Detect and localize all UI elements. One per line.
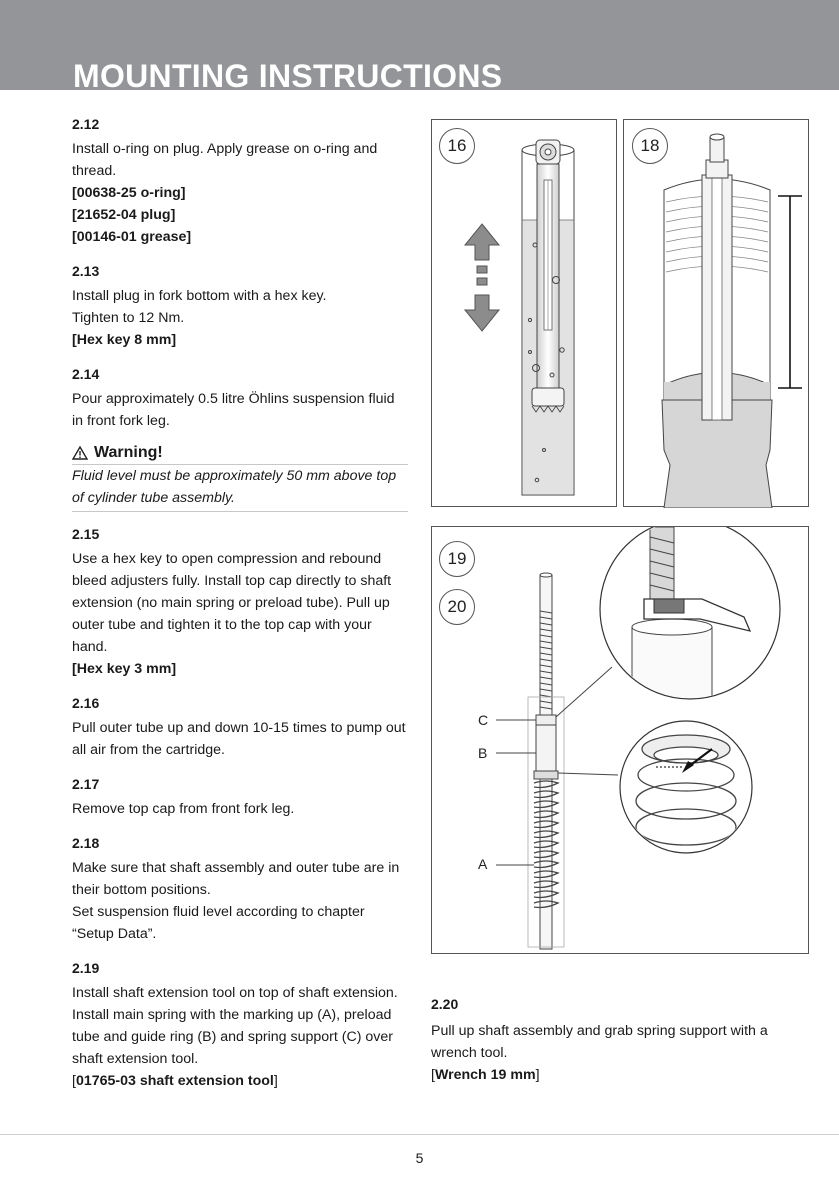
left-column: [72, 114, 408, 1105]
step-number: 2.18: [72, 835, 100, 851]
step-text: Pour approximately 0.5 litre Öhlins suspension fluid in front fork leg.: [72, 391, 395, 429]
bracket-open: [: [431, 1067, 435, 1083]
step-text: Use a hex key to open compression and rebound bleed adjusters fully. Install top cap directly to shaft extension (no main spring or preload tube). Pull up outer tube and tighten it to the top cap with your hand.: [72, 551, 392, 655]
part-number: [Hex key 8 mm]: [72, 332, 177, 348]
step-text: Install main spring with the marking up (A), preload tube and guide ring (B) and spring support (C) over shaft extension tool.: [72, 1007, 393, 1067]
step-number: 2.12: [72, 116, 100, 132]
step-text: Install o-ring on plug. Apply grease on o-ring and thread.: [72, 141, 378, 179]
footer-divider: [0, 1134, 839, 1135]
part-number-line: [72, 1070, 408, 1092]
step-text: Remove top cap from front fork leg.: [72, 801, 295, 817]
part-number: [00146-01 grease]: [72, 229, 192, 245]
step-2-13: [72, 261, 408, 351]
step-text: Make sure that shaft assembly and outer tube are in their bottom positions.: [72, 860, 400, 898]
step-2-12: [72, 114, 408, 248]
warning-box: [72, 443, 408, 512]
warning-triangle-icon: [72, 446, 88, 460]
bracket-close: ]: [273, 1073, 278, 1089]
cylinder-level-illustration: [624, 120, 810, 508]
figure-19-20: [431, 526, 809, 954]
step-text: Tighten to 12 Nm.: [72, 310, 185, 326]
bracket-close: ]: [535, 1067, 540, 1083]
part-number: 01765-03 shaft extension tool: [75, 1073, 274, 1089]
part-number: [00638-25 o-ring]: [72, 185, 186, 201]
page-number: 5: [415, 1150, 424, 1166]
step-number: 2.14: [72, 366, 100, 382]
step-number: 2.20: [431, 996, 459, 1012]
part-number: [21652-04 plug]: [72, 207, 176, 223]
figure-number-badge: 19: [439, 541, 475, 577]
figure-number-badge: 16: [439, 128, 475, 164]
bracket-open: [: [72, 1073, 76, 1089]
spring-assembly-illustration: [432, 527, 810, 955]
step-2-15: [72, 524, 408, 680]
label-a: A: [478, 856, 488, 872]
step-2-17: [72, 774, 408, 820]
step-2-16: [72, 693, 408, 761]
step-2-14: [72, 364, 408, 432]
step-text: Pull outer tube up and down 10-15 times to pump out all air from the cartridge.: [72, 720, 406, 758]
step-text: Set suspension fluid level according to chapter “Setup Data”.: [72, 904, 365, 942]
step-number: 2.13: [72, 263, 100, 279]
warning-heading: [72, 443, 408, 465]
part-number: [Hex key 3 mm]: [72, 661, 177, 677]
warning-text: Fluid level must be approximately 50 mm above top of cylinder tube assembly.: [72, 465, 408, 512]
step-2-19: [72, 958, 408, 1092]
label-b: B: [478, 745, 488, 761]
step-number: 2.17: [72, 776, 100, 792]
page-title: MOUNTING INSTRUCTIONS: [73, 58, 503, 90]
step-text: Pull up shaft assembly and grab spring support with a wrench tool.: [431, 1023, 768, 1061]
label-c: C: [478, 712, 489, 728]
step-2-18: [72, 833, 408, 945]
step-number: 2.15: [72, 526, 100, 542]
part-number: Wrench 19 mm: [434, 1067, 536, 1083]
warning-title: Warning!: [94, 444, 163, 461]
step-number: 2.16: [72, 695, 100, 711]
fork-leg-illustration: [432, 120, 618, 508]
step-text: Install plug in fork bottom with a hex key.: [72, 288, 327, 304]
step-number: 2.19: [72, 960, 100, 976]
header-band: [0, 0, 839, 90]
step-text: Install shaft extension tool on top of shaft extension.: [72, 985, 398, 1001]
figure-18: [623, 119, 809, 507]
figure-number-badge: 20: [439, 589, 475, 625]
figure-16: [431, 119, 617, 507]
figure-number-badge: 18: [632, 128, 668, 164]
step-2-20: [431, 994, 791, 1086]
part-number-line: [431, 1064, 791, 1086]
